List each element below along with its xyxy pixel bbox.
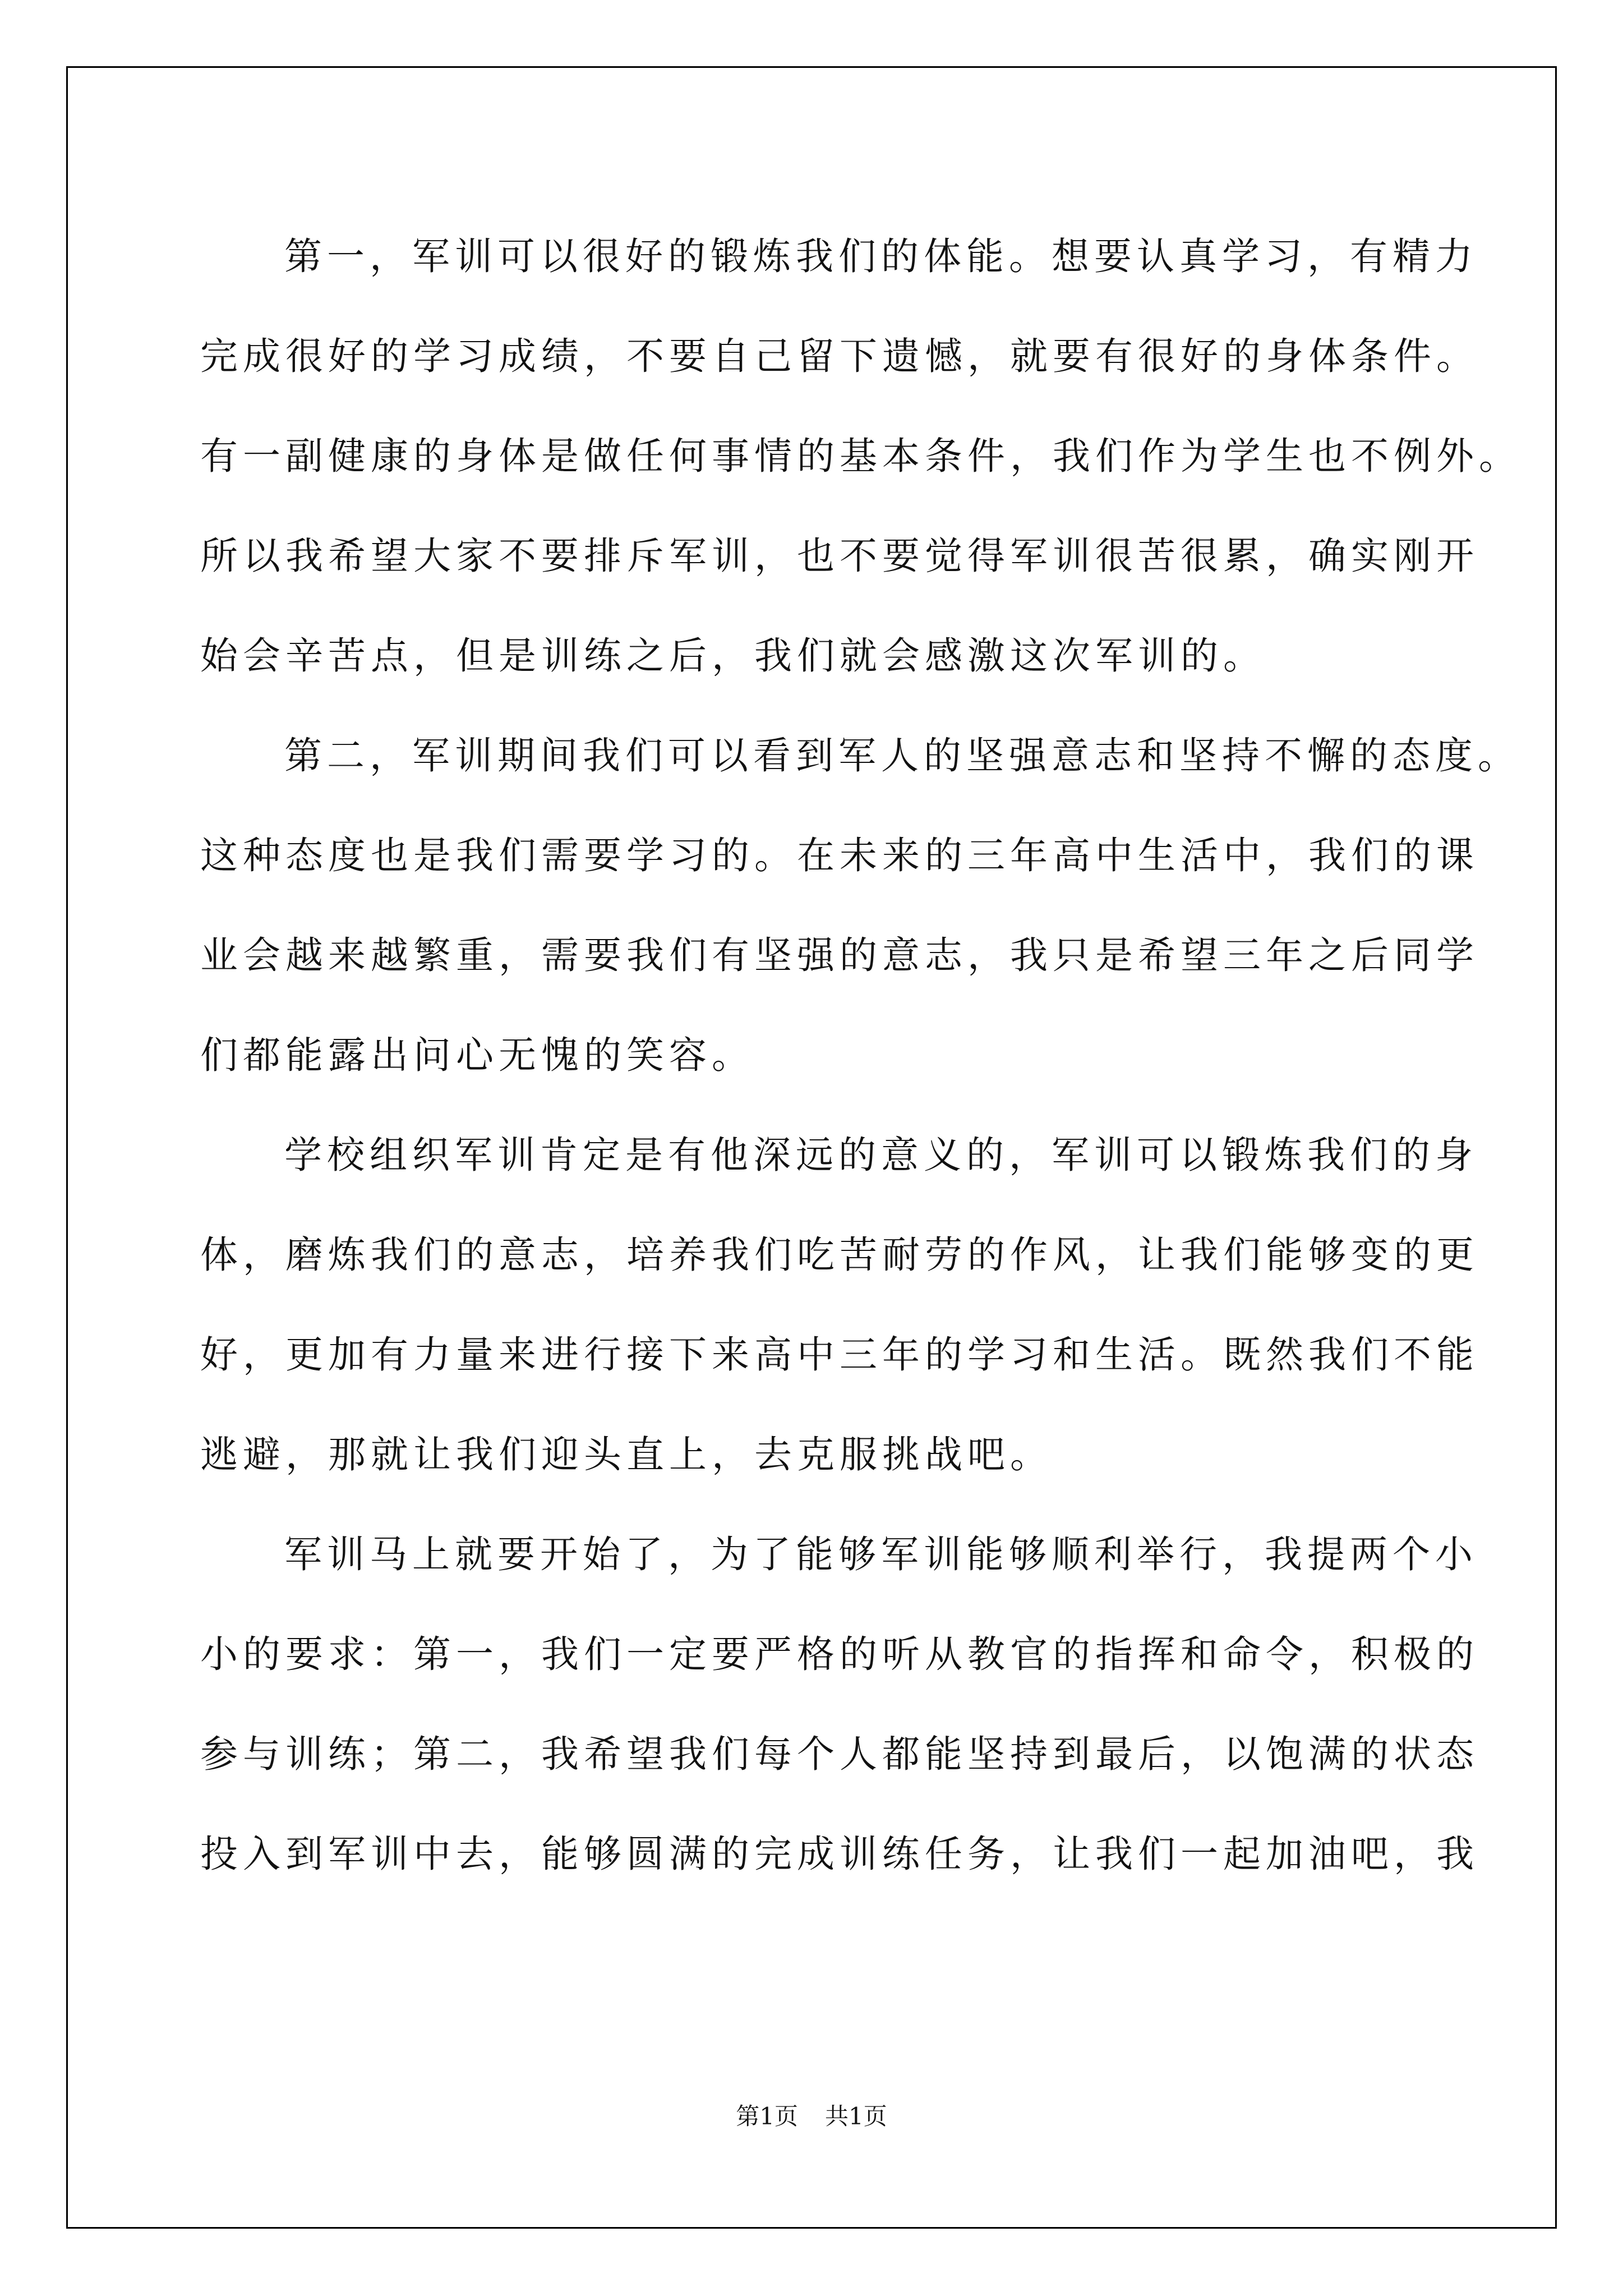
paragraph-3-line-2: 体，磨炼我们的意志，培养我们吃苦耐劳的作风，让我们能够变的更 [200,1233,1479,1277]
paragraph-1-line-1: 第一，军训可以很好的锻炼我们的体能。想要认真学习，有精力 [284,234,1478,278]
paragraph-3-line-3: 好，更加有力量来进行接下来高中三年的学习和生活。既然我们不能 [200,1333,1479,1377]
paragraph-1-line-4: 所以我希望大家不要排斥军训，也不要觉得军训很苦很累，确实刚开 [200,534,1479,578]
paragraph-4-line-4: 投入到军训中去，能够圆满的完成训练任务，让我们一起加油吧，我 [200,1832,1479,1876]
paragraph-1-line-3: 有一副健康的身体是做任何事情的基本条件，我们作为学生也不例外。 [200,434,1521,478]
paragraph-2-line-2: 这种态度也是我们需要学习的。在未来的三年高中生活中，我们的课 [200,834,1479,877]
paragraph-2-line-4: 们都能露出问心无愧的笑容。 [200,1033,754,1077]
page-number-total: 共1页 [825,2102,887,2130]
paragraph-2-line-3: 业会越来越繁重，需要我们有坚强的意志，我只是希望三年之后同学 [200,933,1479,977]
paragraph-2-line-1: 第二，军训期间我们可以看到军人的坚强意志和坚持不懈的态度。 [284,734,1520,777]
page-number-current: 第1页 [736,2102,798,2130]
paragraph-3-line-4: 逃避，那就让我们迎头直上，去克服挑战吧。 [200,1433,1053,1476]
paragraph-4-line-1: 军训马上就要开始了，为了能够军训能够顺利举行，我提两个小 [284,1533,1478,1576]
document-body [200,206,1521,1904]
paragraph-1-line-5: 始会辛苦点，但是训练之后，我们就会感激这次军训的。 [200,634,1266,678]
paragraph-1-line-2: 完成很好的学习成绩，不要自己留下遗憾，就要有很好的身体条件。 [200,334,1479,378]
paragraph-4-line-2: 小的要求：第一，我们一定要严格的听从教官的指挥和命令，积极的 [200,1632,1479,1676]
paragraph-3-line-1: 学校组织军训肯定是有他深远的意义的，军训可以锻炼我们的身 [284,1133,1478,1177]
paragraph-4-line-3: 参与训练；第二，我希望我们每个人都能坚持到最后，以饱满的状态 [200,1732,1479,1776]
page-footer [0,2098,1623,2132]
